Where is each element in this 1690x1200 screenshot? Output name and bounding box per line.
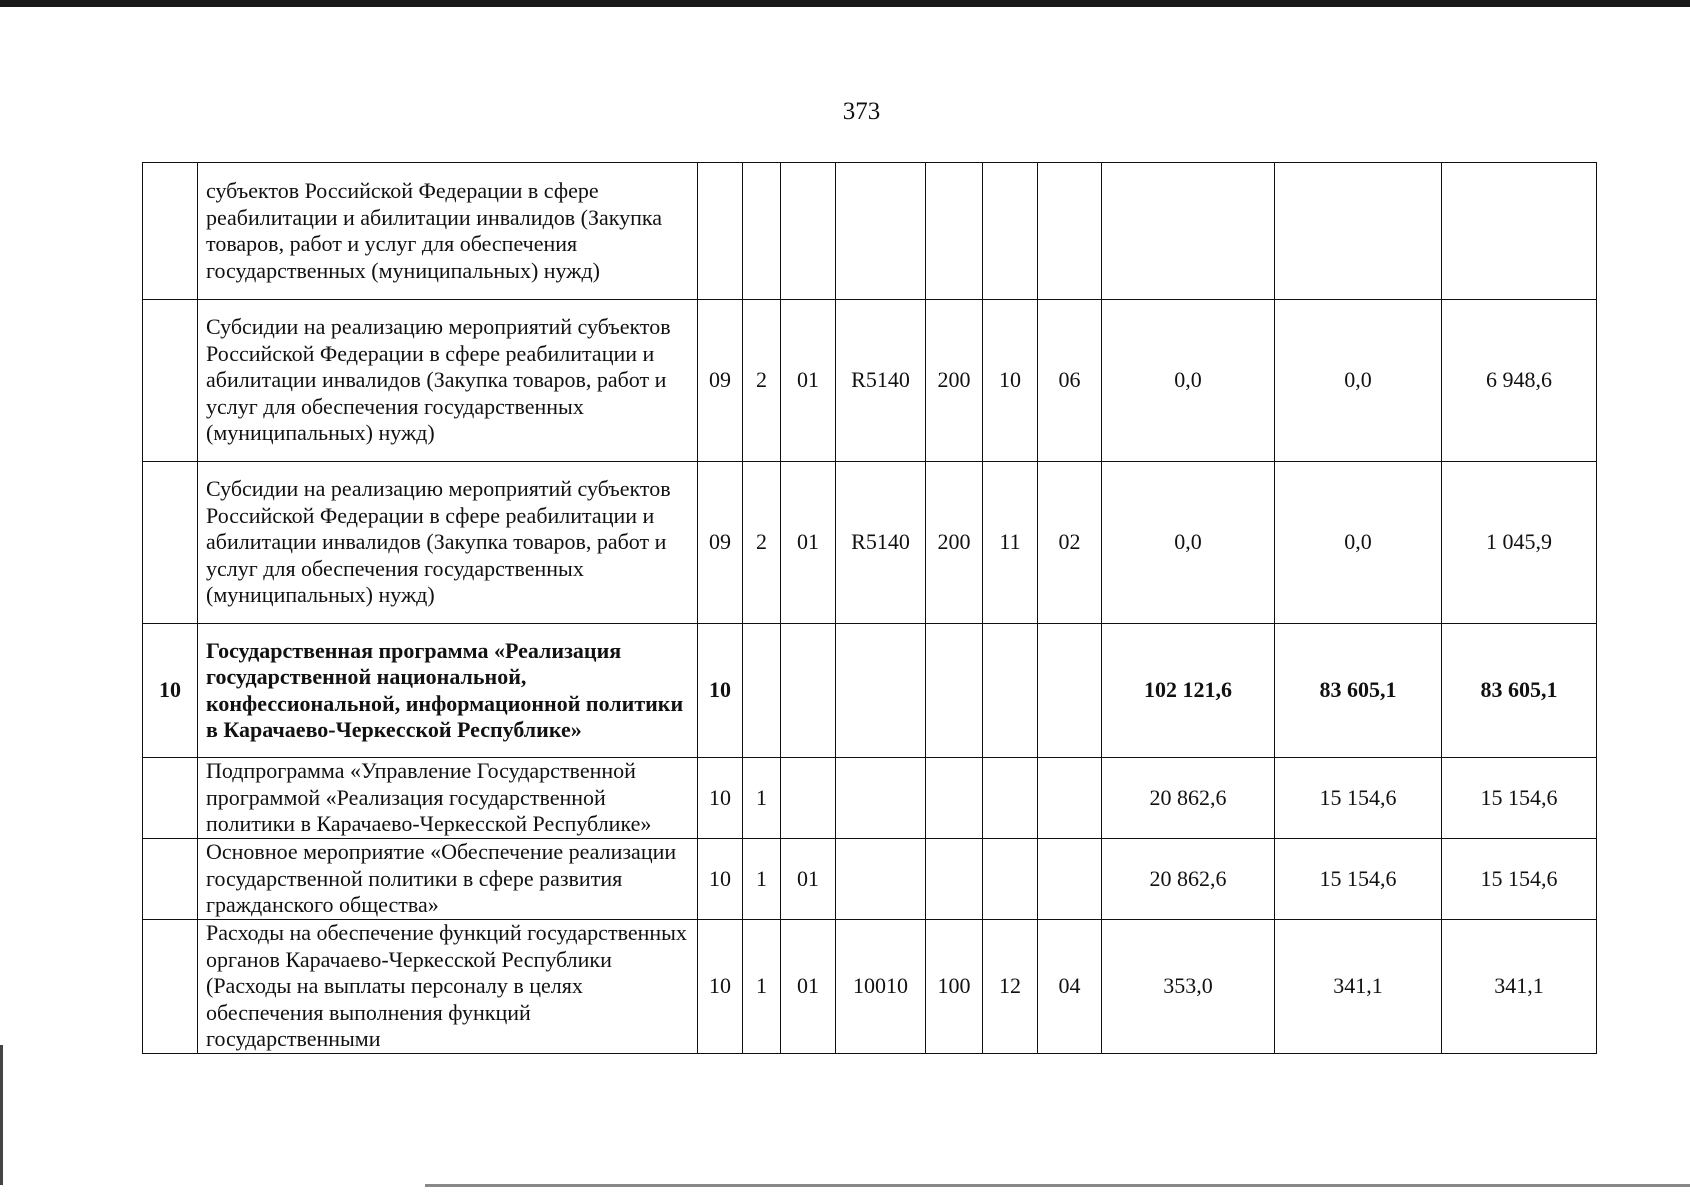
event-code-cell: 01 xyxy=(781,920,836,1054)
direction-code-cell: 10010 xyxy=(836,920,926,1054)
amount-year-1-cell xyxy=(1102,163,1275,300)
amount-year-3-cell: 83 605,1 xyxy=(1442,624,1597,758)
amount-year-1-cell: 102 121,6 xyxy=(1102,624,1275,758)
subsection-code-cell xyxy=(1038,624,1102,758)
row-number-cell xyxy=(143,758,198,839)
event-code-cell: 01 xyxy=(781,462,836,624)
description-cell: Государственная программа «Реализация государственной национальной, конфессиональной, информационной политики в Карачаево-Черкесской Республике» xyxy=(198,624,698,758)
expense-type-cell: 100 xyxy=(926,920,983,1054)
subsection-code-cell: 06 xyxy=(1038,300,1102,462)
event-code-cell xyxy=(781,163,836,300)
subsection-code-cell: 02 xyxy=(1038,462,1102,624)
amount-year-3-cell: 6 948,6 xyxy=(1442,300,1597,462)
amount-year-1-cell: 353,0 xyxy=(1102,920,1275,1054)
amount-year-1-cell: 0,0 xyxy=(1102,462,1275,624)
row-number-cell xyxy=(143,462,198,624)
row-number-cell xyxy=(143,163,198,300)
section-code-cell xyxy=(983,624,1038,758)
subprogram-code-cell: 1 xyxy=(743,758,781,839)
direction-code-cell xyxy=(836,163,926,300)
expense-type-cell xyxy=(926,839,983,920)
subsection-code-cell: 04 xyxy=(1038,920,1102,1054)
amount-year-3-cell: 15 154,6 xyxy=(1442,758,1597,839)
description-cell: Субсидии на реализацию мероприятий субъектов Российской Федерации в сфере реабилитации и абилитации инвалидов (Закупка товаров, работ и услуг для обеспечения государственных (муниципальных) нужд) xyxy=(198,300,698,462)
row-number-cell xyxy=(143,300,198,462)
description-cell: Субсидии на реализацию мероприятий субъектов Российской Федерации в сфере реабилитации и абилитации инвалидов (Закупка товаров, работ и услуг для обеспечения государственных (муниципальных) нужд) xyxy=(198,462,698,624)
program-code-cell: 10 xyxy=(698,920,743,1054)
direction-code-cell: R5140 xyxy=(836,300,926,462)
section-code-cell: 11 xyxy=(983,462,1038,624)
amount-year-1-cell: 20 862,6 xyxy=(1102,758,1275,839)
direction-code-cell xyxy=(836,624,926,758)
amount-year-2-cell: 15 154,6 xyxy=(1275,758,1442,839)
expense-type-cell xyxy=(926,163,983,300)
amount-year-1-cell: 20 862,6 xyxy=(1102,839,1275,920)
subprogram-code-cell: 1 xyxy=(743,920,781,1054)
amount-year-3-cell: 341,1 xyxy=(1442,920,1597,1054)
amount-year-2-cell: 0,0 xyxy=(1275,462,1442,624)
section-code-cell: 10 xyxy=(983,300,1038,462)
description-cell: субъектов Российской Федерации в сфере реабилитации и абилитации инвалидов (Закупка товаров, работ и услуг для обеспечения государственных (муниципальных) нужд) xyxy=(198,163,698,300)
amount-year-2-cell: 0,0 xyxy=(1275,300,1442,462)
program-code-cell: 09 xyxy=(698,300,743,462)
direction-code-cell xyxy=(836,758,926,839)
description-cell: Основное мероприятие «Обеспечение реализации государственной политики в сфере развития гражданского общества» xyxy=(198,839,698,920)
expense-type-cell: 200 xyxy=(926,462,983,624)
amount-year-2-cell: 83 605,1 xyxy=(1275,624,1442,758)
table-row xyxy=(143,920,1597,1054)
event-code-cell: 01 xyxy=(781,300,836,462)
description-cell: Подпрограмма «Управление Государственной программой «Реализация государственной политики в Карачаево-Черкесской Республике» xyxy=(198,758,698,839)
direction-code-cell: R5140 xyxy=(836,462,926,624)
row-number-cell xyxy=(143,920,198,1054)
amount-year-2-cell xyxy=(1275,163,1442,300)
subprogram-code-cell: 2 xyxy=(743,462,781,624)
amount-year-2-cell: 15 154,6 xyxy=(1275,839,1442,920)
program-code-cell: 09 xyxy=(698,462,743,624)
program-code-cell: 10 xyxy=(698,839,743,920)
scan-border-bottom xyxy=(425,1184,1690,1187)
program-code-cell xyxy=(698,163,743,300)
subprogram-code-cell: 2 xyxy=(743,300,781,462)
amount-year-2-cell: 341,1 xyxy=(1275,920,1442,1054)
section-code-cell xyxy=(983,163,1038,300)
event-code-cell xyxy=(781,758,836,839)
table-row xyxy=(143,839,1597,920)
row-number-cell: 10 xyxy=(143,624,198,758)
amount-year-3-cell xyxy=(1442,163,1597,300)
program-code-cell: 10 xyxy=(698,758,743,839)
program-code-cell: 10 xyxy=(698,624,743,758)
amount-year-3-cell: 1 045,9 xyxy=(1442,462,1597,624)
amount-year-3-cell: 15 154,6 xyxy=(1442,839,1597,920)
event-code-cell: 01 xyxy=(781,839,836,920)
subprogram-code-cell xyxy=(743,163,781,300)
section-code-cell xyxy=(983,839,1038,920)
subsection-code-cell xyxy=(1038,839,1102,920)
direction-code-cell xyxy=(836,839,926,920)
description-cell: Расходы на обеспечение функций государственных органов Карачаево-Черкесской Республики (Расходы на выплаты персоналу в целях обеспечения выполнения функций государственными xyxy=(198,920,698,1054)
event-code-cell xyxy=(781,624,836,758)
table-row xyxy=(143,462,1597,624)
subprogram-code-cell: 1 xyxy=(743,839,781,920)
budget-table xyxy=(142,162,1597,1054)
scan-border-top xyxy=(0,0,1690,7)
amount-year-1-cell: 0,0 xyxy=(1102,300,1275,462)
scan-mark-left xyxy=(0,1045,3,1185)
expense-type-cell: 200 xyxy=(926,300,983,462)
table-row-program-total xyxy=(143,624,1597,758)
expense-type-cell xyxy=(926,624,983,758)
row-number-cell xyxy=(143,839,198,920)
subprogram-code-cell xyxy=(743,624,781,758)
section-code-cell xyxy=(983,758,1038,839)
table-row xyxy=(143,300,1597,462)
expense-type-cell xyxy=(926,758,983,839)
section-code-cell: 12 xyxy=(983,920,1038,1054)
subsection-code-cell xyxy=(1038,163,1102,300)
table-row xyxy=(143,163,1597,300)
page-number: 373 xyxy=(842,98,881,125)
subsection-code-cell xyxy=(1038,758,1102,839)
table-row xyxy=(143,758,1597,839)
